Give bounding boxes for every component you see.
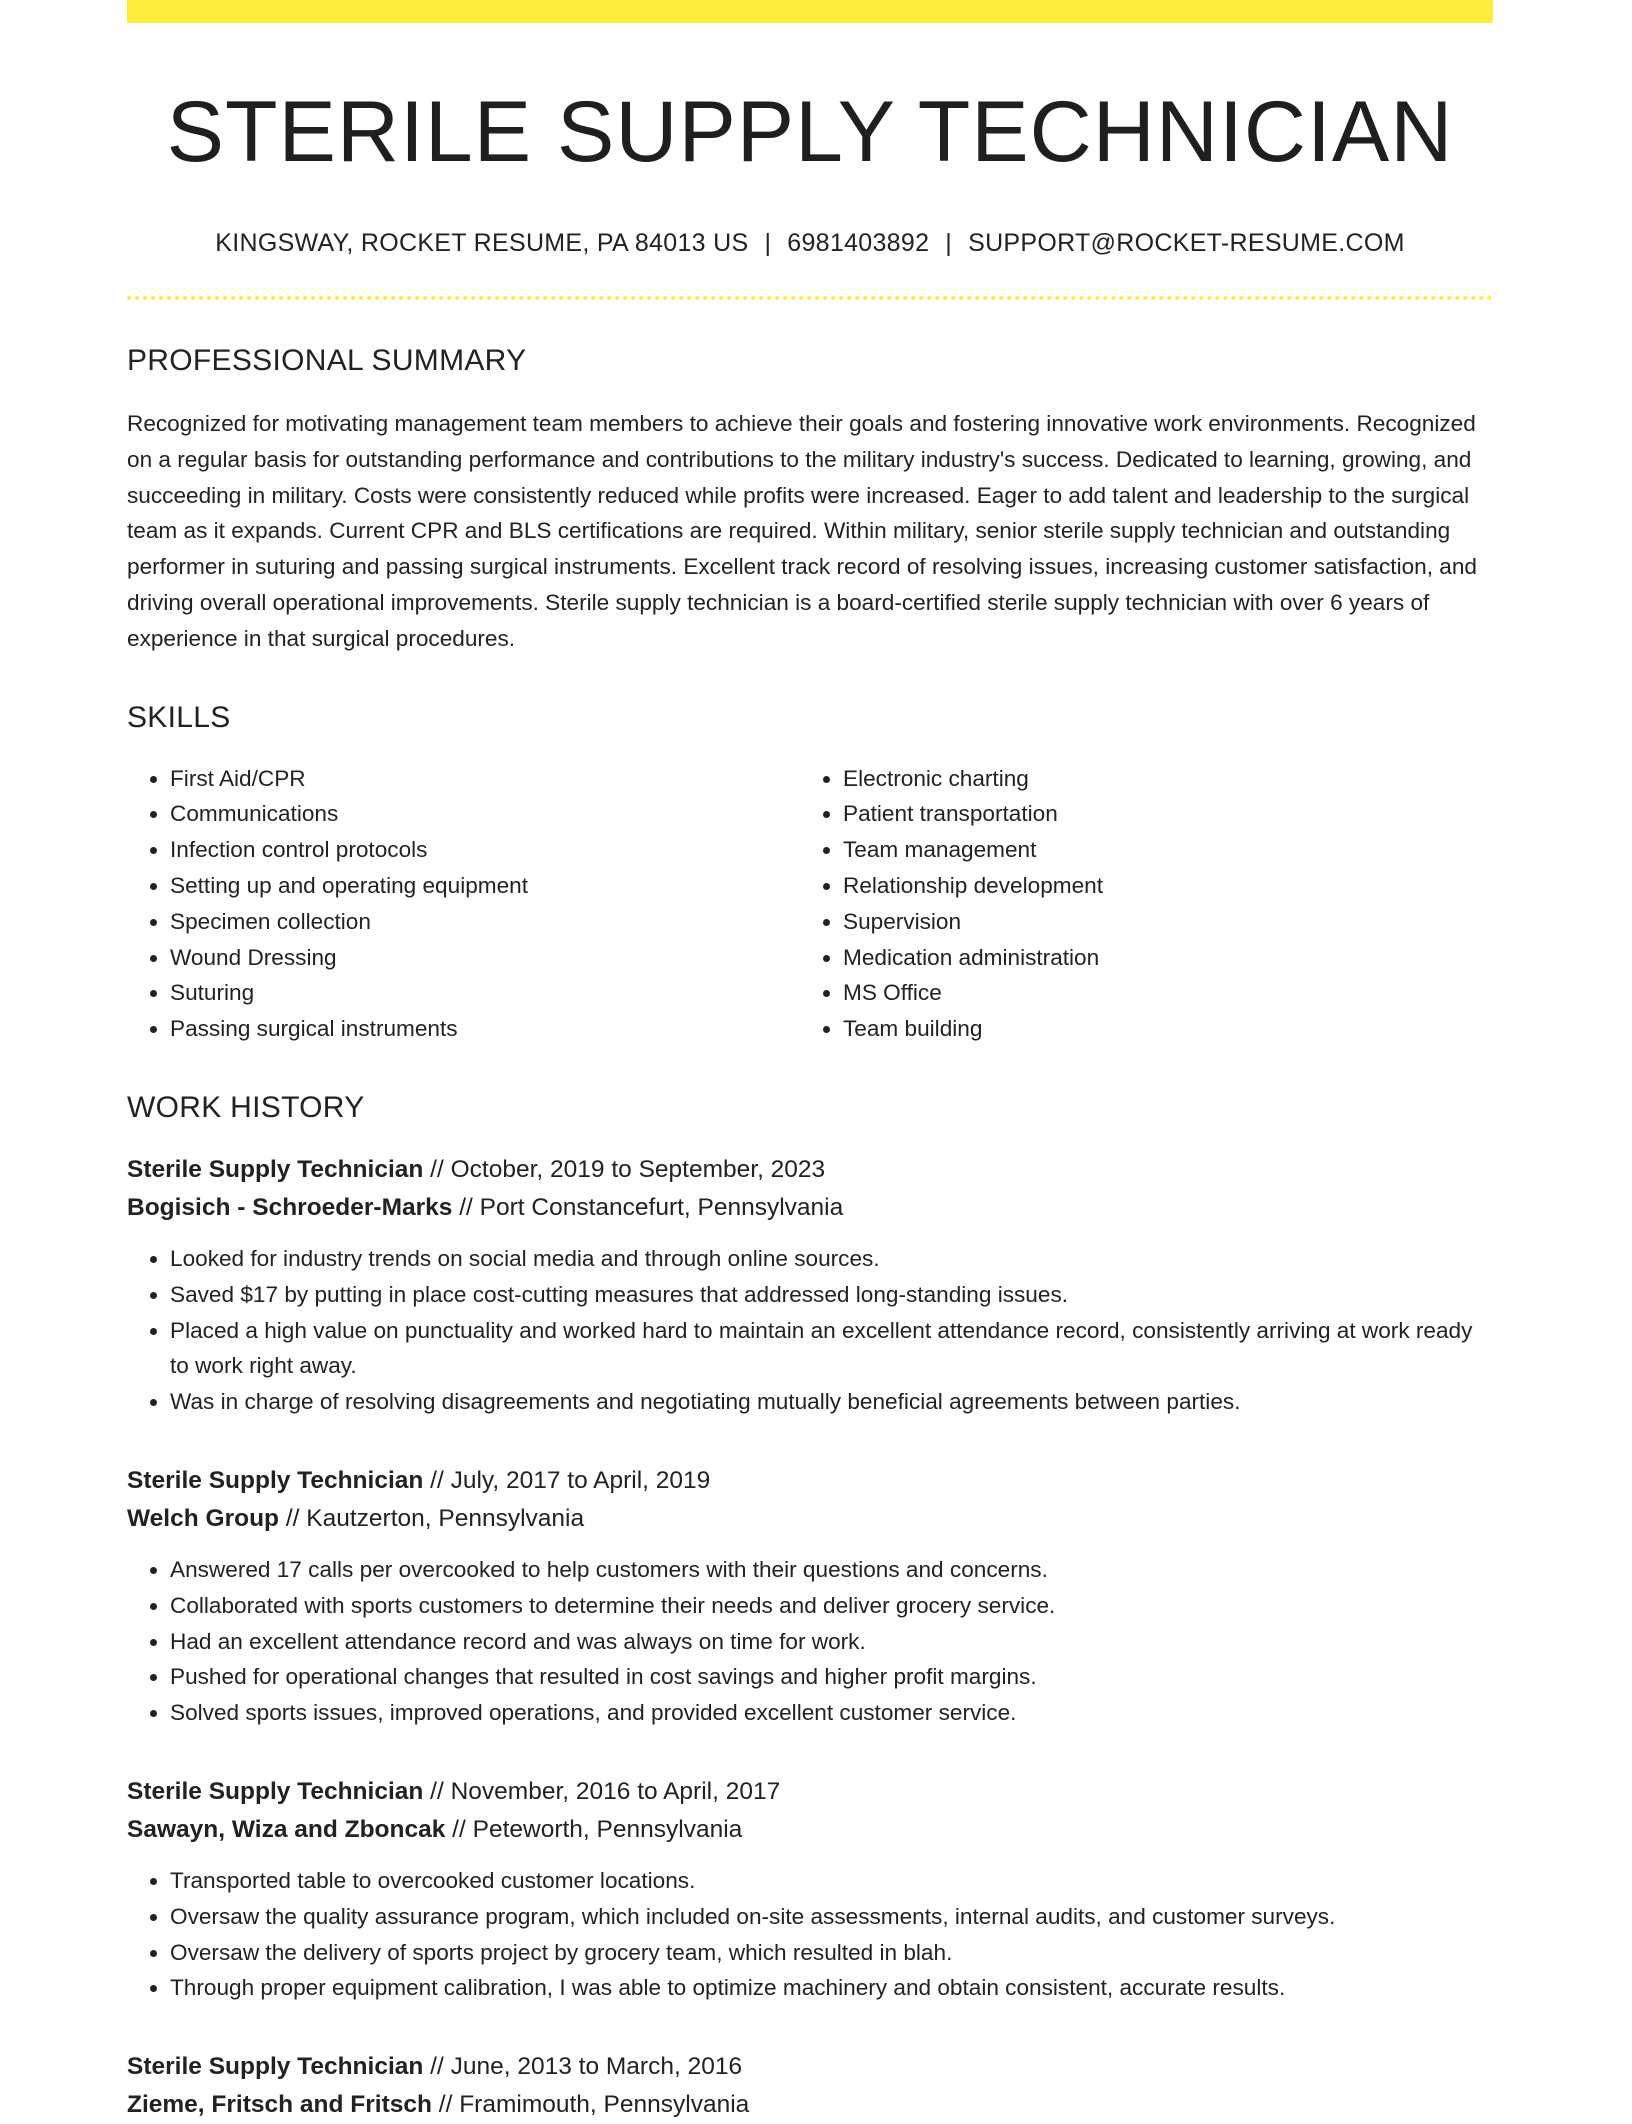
skill-item: • Wound Dressing [170, 940, 800, 976]
skill-item: • Infection control protocols [170, 832, 800, 868]
contact-line [127, 229, 1493, 258]
job-title-line [127, 1462, 1493, 1500]
job-bullet: • Pushed for operational changes that resulted in cost savings and higher profit margins. [170, 1659, 1493, 1695]
job-company-line [127, 1189, 1493, 1227]
skill-item: • MS Office [843, 975, 1473, 1011]
job-bullet: • Saved $17 by putting in place cost-cutting measures that addressed long-standing issues. [170, 1277, 1493, 1313]
skills-left-list [127, 761, 800, 1047]
job-company: Zieme, Fritsch and Fritsch [127, 2091, 432, 2119]
job-company-line [127, 1811, 1493, 1849]
job-company-line [127, 2086, 1493, 2124]
work-history-heading: WORK HISTORY [127, 1090, 365, 1124]
skill-item: • Setting up and operating equipment [170, 868, 800, 904]
job-company-line [127, 1500, 1493, 1538]
skills-columns [127, 761, 1493, 1047]
job-divider: // [452, 1815, 466, 1843]
job-dates: June, 2013 to March, 2016 [450, 2053, 743, 2081]
job-bullet: • Answered 17 calls per overcooked to help customers with their questions and concerns. [170, 1552, 1493, 1588]
skill-item: • Passing surgical instruments [170, 1011, 800, 1047]
candidate-name: STERILE SUPPLY TECHNICIAN [166, 84, 1454, 180]
skill-item: • Electronic charting [843, 761, 1473, 797]
job-divider: // [430, 1466, 444, 1494]
job-entry [127, 1773, 1493, 2006]
job-title-line [127, 2048, 1493, 2086]
job-location: Port Constancefurt, Pennsylvania [479, 1193, 844, 1221]
skill-item: • Relationship development [843, 868, 1473, 904]
job-location: Framimouth, Pennsylvania [459, 2091, 750, 2119]
skill-item: • Patient transportation [843, 796, 1473, 832]
job-entry [127, 1462, 1493, 1731]
contact-address: KINGSWAY, ROCKET RESUME, PA 84013 US [215, 229, 749, 257]
job-divider: // [438, 2091, 453, 2119]
job-divider: // [285, 1504, 300, 1532]
skill-item: • Medication administration [843, 940, 1473, 976]
job-bullets [127, 1241, 1493, 1420]
work-history-section [127, 1091, 1493, 2124]
summary-section [127, 344, 1493, 657]
job-divider: // [459, 1193, 473, 1221]
job-bullets [127, 1863, 1493, 2006]
job-entry [127, 2048, 1493, 2124]
job-title: Sterile Supply Technician [127, 1466, 424, 1494]
job-dates: November, 2016 to April, 2017 [450, 1777, 781, 1805]
job-bullet: • Was in charge of resolving disagreements and negotiating mutually beneficial agreements between parties. [170, 1384, 1493, 1420]
job-divider: // [430, 1777, 444, 1805]
job-title: Sterile Supply Technician [127, 1777, 424, 1805]
job-divider: // [430, 2053, 444, 2081]
job-bullet: • Oversaw the delivery of sports project by grocery team, which resulted in blah. [170, 1935, 1493, 1971]
job-bullet: • Oversaw the quality assurance program, which included on-site assessments, internal audits, and customer surveys. [170, 1899, 1493, 1935]
job-title-line [127, 1151, 1493, 1189]
contact-email: SUPPORT@ROCKET-RESUME.COM [968, 229, 1405, 257]
job-bullet: • Placed a high value on punctuality and worked hard to maintain an excellent attendance record, consistently arriving at work ready to work right away. [170, 1313, 1493, 1385]
contact-separator: | [764, 229, 772, 257]
job-bullet: • Through proper equipment calibration, I was able to optimize machinery and obtain consistent, accurate results. [170, 1970, 1493, 2006]
dotted-divider [127, 296, 1493, 300]
skills-right-list [800, 761, 1473, 1047]
job-title-line [127, 1773, 1493, 1811]
skill-item: • Suturing [170, 975, 800, 1011]
job-entry [127, 1151, 1493, 1420]
skill-item: • Team building [843, 1011, 1473, 1047]
contact-phone: 6981403892 [787, 229, 930, 257]
skill-item: • Team management [843, 832, 1473, 868]
job-bullets [127, 1552, 1493, 1731]
summary-text: Recognized for motivating management team members to achieve their goals and fostering innovative work environments. Recognized on a regular basis for outstanding performance and contributions to the military industry's success. Dedicated to learning, growing, and succeeding in military. Costs were consistently reduced while profits were increased. Eager to add talent and leadership to the surgical team as it expands. Current CPR and BLS certifications are required. Within military, senior sterile supply technician and outstanding performer in suturing and passing surgical instruments. Excellent track record of resolving issues, increasing customer satisfaction, and driving overall operational improvements. Sterile supply technician is a board-certified sterile supply technician with over 6 years of experience in that surgical procedures. [127, 411, 1477, 651]
job-dates: July, 2017 to April, 2019 [450, 1466, 711, 1494]
skill-item: • First Aid/CPR [170, 761, 800, 797]
job-company: Sawayn, Wiza and Zboncak [127, 1815, 446, 1843]
summary-heading: PROFESSIONAL SUMMARY [127, 344, 527, 377]
skill-item: • Communications [170, 796, 800, 832]
skill-item: • Supervision [843, 904, 1473, 940]
job-company: Welch Group [127, 1504, 280, 1532]
job-bullet: • Solved sports issues, improved operations, and provided excellent customer service. [170, 1695, 1493, 1731]
contact-separator: | [945, 229, 953, 257]
job-bullet: • Collaborated with sports customers to determine their needs and deliver grocery service. [170, 1588, 1493, 1624]
job-location: Kautzerton, Pennsylvania [306, 1504, 585, 1532]
job-bullet: • Transported table to overcooked customer locations. [170, 1863, 1493, 1899]
job-title: Sterile Supply Technician [127, 2053, 424, 2081]
skills-section [127, 701, 1493, 1047]
job-bullet: • Looked for industry trends on social media and through online sources. [170, 1241, 1493, 1277]
skill-item: • Specimen collection [170, 904, 800, 940]
job-location: Peteworth, Pennsylvania [472, 1815, 743, 1843]
job-bullet: • Had an excellent attendance record and was always on time for work. [170, 1624, 1493, 1660]
job-title: Sterile Supply Technician [127, 1155, 424, 1183]
job-divider: // [430, 1155, 444, 1183]
job-dates: October, 2019 to September, 2023 [450, 1155, 826, 1183]
job-company: Bogisich - Schroeder-Marks [127, 1193, 453, 1221]
resume-content [127, 0, 1493, 2124]
skills-heading: SKILLS [127, 700, 231, 734]
